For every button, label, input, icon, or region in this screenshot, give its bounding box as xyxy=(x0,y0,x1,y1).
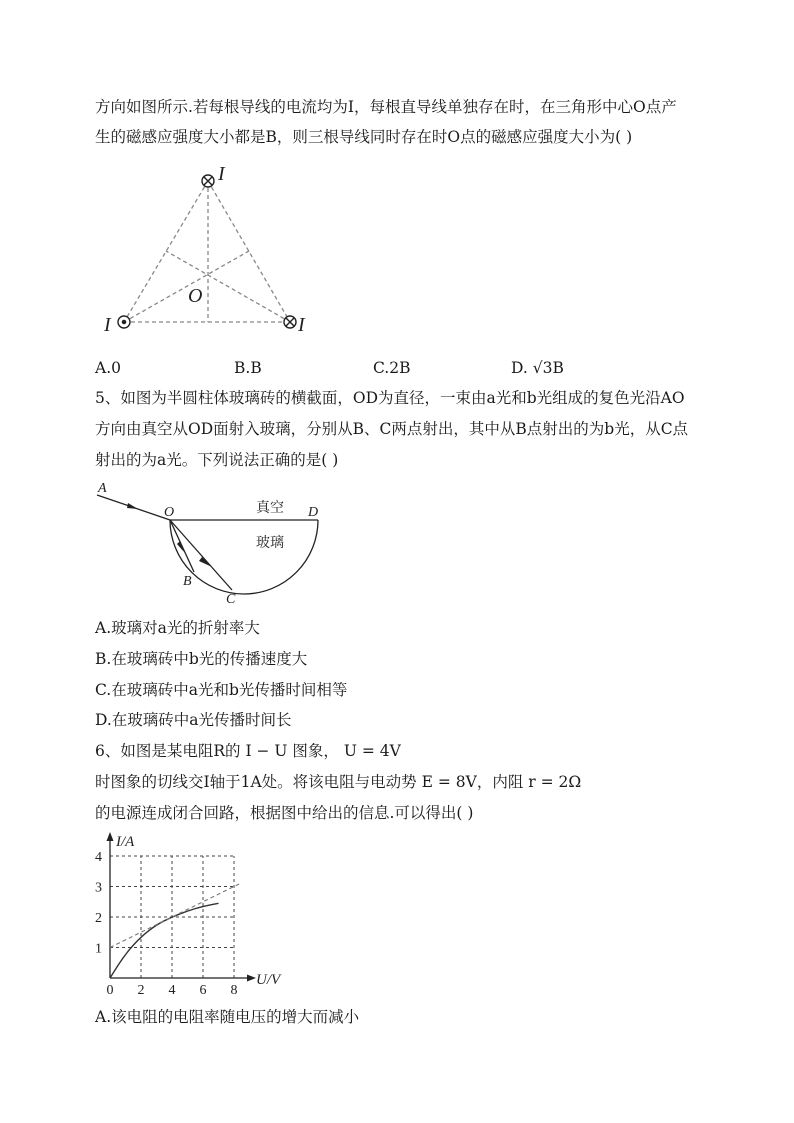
wire-into-page-icon xyxy=(284,316,296,328)
label-glass: 玻璃 xyxy=(256,535,284,551)
y-axis-label: I/A xyxy=(116,834,135,850)
label-B: B xyxy=(183,574,192,589)
q5-option-a[interactable]: A.玻璃对a光的折射率大 xyxy=(95,619,260,637)
tangent-line xyxy=(110,883,242,948)
q5-option-d[interactable]: D.在玻璃砖中a光传播时间长 xyxy=(95,711,292,729)
q4-text-line-1: 方向如图所示.若每根导线的电流均为I，每根直导线单独存在时，在三角形中心O点产 xyxy=(95,98,677,116)
incident-ray-AO xyxy=(97,495,170,520)
median-left xyxy=(124,251,249,322)
y-tick-label: 1 xyxy=(95,941,102,957)
label-C: C xyxy=(226,592,236,607)
label-left-I: I xyxy=(104,314,111,336)
label-D: D xyxy=(308,505,319,520)
arrow-oc xyxy=(199,557,212,567)
iu-curve xyxy=(110,903,219,978)
label-right-I: I xyxy=(298,314,305,336)
x-axis-label: U/V xyxy=(256,972,281,988)
label-A: A xyxy=(98,481,107,496)
arrow-incident xyxy=(127,503,138,509)
q4-option-b[interactable]: B.B xyxy=(234,359,262,377)
q6-option-a[interactable]: A.该电阻的电阻率随电压的增大而减小 xyxy=(95,1008,360,1026)
ray-OB xyxy=(170,520,194,572)
y-axis-arrow-icon xyxy=(107,832,114,841)
x-tick-label: 2 xyxy=(137,983,145,998)
triangle-side-right xyxy=(208,181,290,322)
q4-option-c[interactable]: C.2B xyxy=(373,359,411,377)
q4-option-d[interactable]: D. √3B xyxy=(511,359,564,377)
x-tick-label: 0 xyxy=(106,983,114,998)
label-top-I: I xyxy=(218,163,225,185)
y-tick-label: 2 xyxy=(95,911,102,926)
q5-text-line-3: 射出的为a光。下列说法正确的是( ) xyxy=(95,451,339,469)
x-tick-label: 8 xyxy=(230,983,238,998)
arrow-ob xyxy=(177,541,184,552)
wire-into-page-icon xyxy=(202,175,214,187)
q5-option-c[interactable]: C.在玻璃砖中a光和b光传播时间相等 xyxy=(95,681,348,699)
q4-option-a[interactable]: A.0 xyxy=(95,359,121,377)
x-axis-arrow-icon xyxy=(247,975,256,982)
q6-text-line-2: 时图象的切线交I轴于1A处。将该电阻与电动势 E = 8V，内阻 r = 2Ω xyxy=(95,773,582,791)
label-O: O xyxy=(164,505,175,520)
label-vacuum: 真空 xyxy=(256,500,284,516)
q5-option-b[interactable]: B.在玻璃砖中b光的传播速度大 xyxy=(95,650,308,668)
y-tick-label: 4 xyxy=(95,850,102,865)
triangle-side-left xyxy=(124,181,208,322)
y-tick-label: 3 xyxy=(95,880,102,896)
label-center-O: O xyxy=(188,285,203,307)
q5-text-line-2: 方向由真空从OD面射入玻璃，分别从B、C两点射出，其中从B点射出的为b光，从C点 xyxy=(95,420,689,438)
x-tick-label: 6 xyxy=(199,983,207,998)
semicircle-arc xyxy=(170,520,318,594)
ray-OC xyxy=(170,520,232,590)
q6-text-line-1: 6、如图是某电阻R的 I − U 图象， U = 4V xyxy=(95,742,401,760)
q5-text-line-1: 5、如图为半圆柱体玻璃砖的横截面，OD为直径，一束由a光和b光组成的复色光沿AO xyxy=(95,389,685,407)
wire-out-of-page-icon xyxy=(118,316,130,328)
x-tick-label: 4 xyxy=(168,983,176,998)
q4-text-line-2: 生的磁感应强度大小都是B，则三根导线同时存在时O点的磁感应强度大小为( ) xyxy=(95,128,633,146)
q6-text-line-3: 的电源连成闭合回路，根据图中给出的信息.可以得出( ) xyxy=(95,804,474,822)
median-right xyxy=(166,251,290,322)
